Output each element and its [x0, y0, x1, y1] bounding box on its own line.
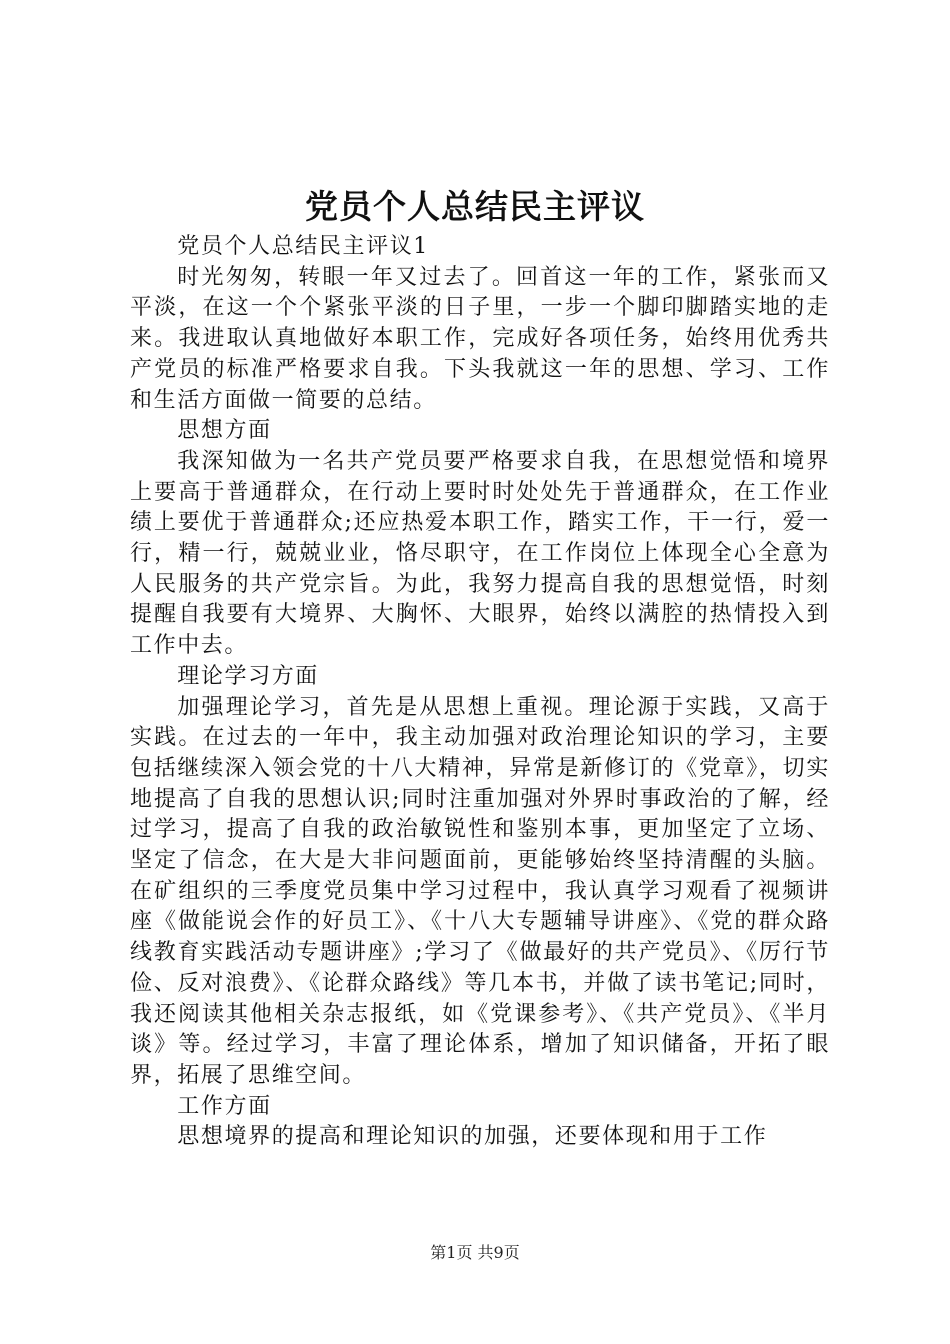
section-heading-theory-study: 理论学习方面 [177, 663, 319, 689]
paragraph-intro: 时光匆匆，转眼一年又过去了。回首这一年的工作，紧张而又平淡，在这一个个紧张平淡的日子里，一步一个脚印脚踏实地的走来。我进取认真地做好本职工作，完成好各项任务，始终用优秀共产党员的标准严格要求自我。下头我就这一年的思想、学习、工作和生活方面做一简要的总结。 [130, 264, 830, 413]
paragraph-work: 思想境界的提高和理论知识的加强，还要体现和用于工作 [177, 1124, 768, 1150]
document-title: 党员个人总结民主评议 [305, 187, 645, 226]
section-heading-thought: 思想方面 [177, 418, 272, 444]
section-heading-work: 工作方面 [177, 1093, 272, 1119]
document-body [130, 232, 830, 1153]
paragraph-thought: 我深知做为一名共产党员要严格要求自我，在思想觉悟和境界上要高于普通群众，在行动上要时时处处先于普通群众，在工作业绩上要优于普通群众;还应热爱本职工作，踏实工作，干一行，爱一行，精一行，兢兢业业，恪尽职守，在工作岗位上体现全心全意为人民服务的共产党宗旨。为此，我努力提高自我的思想觉悟，时刻提醒自我要有大境界、大胸怀、大眼界，始终以满腔的热情投入到工作中去。 [130, 448, 830, 659]
section-heading-intro: 党员个人总结民主评议1 [177, 234, 429, 259]
paragraph-theory-study: 加强理论学习，首先是从思想上重视。理论源于实践，又高于实践。在过去的一年中，我主动加强对政治理论知识的学习，主要包括继续深入领会党的十八大精神，异常是新修订的《党章》，切实地提高了自我的思想认识;同时注重加强对外界时事政治的了解，经过学习，提高了自我的政治敏锐性和鉴别本事，更加坚定了立场、坚定了信念，在大是大非问题面前，更能够始终坚持清醒的头脑。在矿组织的三季度党员集中学习过程中，我认真学习观看了视频讲座《做能说会作的好员工》、《十八大专题辅导讲座》、《党的群众路线教育实践活动专题讲座》;学习了《做最好的共产党员》、《厉行节俭、反对浪费》、《论群众路线》等几本书，并做了读书笔记;同时，我还阅读其他相关杂志报纸，如《党课参考》、《共产党员》、《半月谈》等。经过学习，丰富了理论体系，增加了知识储备，开拓了眼界，拓展了思维空间。 [130, 694, 830, 1088]
page-footer: 第1页 共9页 [430, 1243, 520, 1262]
